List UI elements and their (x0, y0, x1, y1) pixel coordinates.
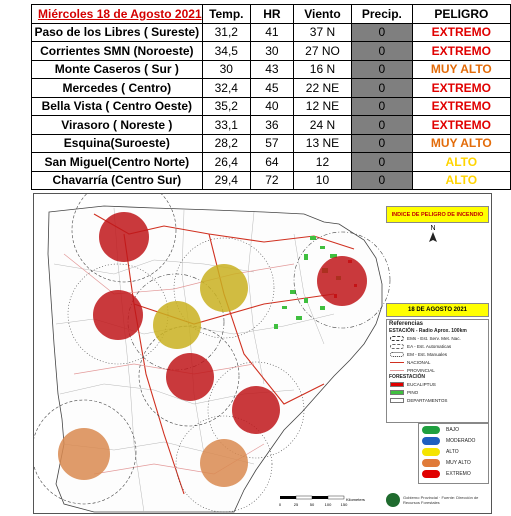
reference-label: NACIONAL (407, 359, 431, 365)
precip-cell: 0 (352, 116, 413, 135)
hr-cell: 57 (250, 134, 293, 153)
hr-header: HR (250, 5, 293, 24)
danger-legend-label: MODERADO (446, 437, 476, 444)
precip-cell: 0 (352, 42, 413, 61)
temp-cell: 32,4 (202, 79, 250, 98)
table-row (32, 171, 511, 190)
dashed-circle-icon (390, 336, 404, 341)
table-header-row (32, 5, 511, 24)
danger-cell: EXTREMO (412, 79, 510, 98)
hr-cell: 45 (250, 79, 293, 98)
table-row (32, 153, 511, 172)
credit-footer (386, 490, 490, 510)
station-cell: Monte Caseros ( Sur ) (32, 60, 203, 79)
pink-line-icon (390, 370, 404, 371)
wind-cell: 22 NE (293, 79, 351, 98)
station-cell: San Miguel(Centro Norte) (32, 153, 203, 172)
danger-cell: EXTREMO (412, 23, 510, 42)
precip-cell: 0 (352, 23, 413, 42)
precip-cell: 0 (352, 97, 413, 116)
forest-item (387, 388, 488, 396)
precip-cell: 0 (352, 60, 413, 79)
hr-cell: 30 (250, 42, 293, 61)
reference-item (387, 342, 488, 350)
reference-label: EMs - Est. Serv. Met. Nac. (407, 335, 461, 341)
hr-cell: 40 (250, 97, 293, 116)
table-row (32, 60, 511, 79)
danger-cell: MUY ALTO (412, 60, 510, 79)
danger-legend-item (419, 424, 488, 435)
forest-header: FORESTACIÓN (389, 374, 426, 380)
table-row (32, 116, 511, 135)
hr-cell: 36 (250, 116, 293, 135)
danger-legend-label: BAJO (446, 426, 460, 433)
table-row (32, 97, 511, 116)
forest-swatch-icon (390, 398, 404, 403)
danger-legend-label: MUY ALTO (446, 459, 471, 466)
forest-swatch-icon (390, 382, 404, 387)
red-line-icon (390, 362, 404, 363)
station-marker-monte-caseros (200, 439, 248, 487)
government-logo-icon (386, 493, 400, 507)
temp-cell: 31,2 (202, 23, 250, 42)
dashdot-circle-icon (390, 344, 404, 349)
wind-cell: 12 NE (293, 97, 351, 116)
danger-legend-item (419, 457, 488, 468)
svg-text:100: 100 (324, 502, 332, 507)
wind-cell: 10 (293, 171, 351, 190)
danger-legend-item (419, 446, 488, 457)
fire-danger-map (33, 193, 492, 514)
hr-cell: 43 (250, 60, 293, 79)
map-date-label: 18 DE AGOSTO 2021 (386, 303, 489, 317)
temp-cell: 35,2 (202, 97, 250, 116)
reference-item (387, 358, 488, 366)
reference-label: EM - Est. Manuales (407, 351, 448, 357)
forest-swatch-icon (390, 390, 404, 395)
reference-label: PROVINCIAL (407, 367, 435, 373)
scale-label: Kilometers (346, 497, 365, 502)
north-arrow-icon (429, 225, 437, 242)
station-cell: Paso de los Libres ( Sureste) (32, 23, 203, 42)
danger-cell: ALTO (412, 171, 510, 190)
station-cell: Virasoro ( Noreste ) (32, 116, 203, 135)
table-row (32, 79, 511, 98)
svg-text:N: N (430, 225, 436, 232)
danger-color-icon (422, 437, 440, 445)
station-marker-chavarria (153, 301, 201, 349)
station-header: ESTACIÓN - Radio Aprox. 100km (389, 328, 467, 334)
danger-cell: MUY ALTO (412, 134, 510, 153)
credit-text: Gobierno Provincial · Fuente: Dirección de Recursos Forestales (403, 495, 479, 505)
danger-legend-item (419, 435, 488, 446)
hr-cell: 41 (250, 23, 293, 42)
wind-cell: 12 (293, 153, 351, 172)
station-cell: Chavarría (Centro Sur) (32, 171, 203, 190)
danger-cell: ALTO (412, 153, 510, 172)
station-cell: Bella Vista ( Centro Oeste) (32, 97, 203, 116)
dotted-circle-icon (390, 352, 404, 357)
svg-text:150: 150 (340, 502, 348, 507)
danger-level-legend (418, 423, 489, 484)
forest-item (387, 396, 488, 404)
temp-header: Temp. (202, 5, 250, 24)
station-marker-bella-vista (93, 290, 143, 340)
danger-cell: EXTREMO (412, 42, 510, 61)
station-marker-san-miguel (200, 264, 248, 312)
wind-cell: 13 NE (293, 134, 351, 153)
danger-legend-item (419, 468, 488, 479)
danger-legend-label: ALTO (446, 448, 459, 455)
reference-item (387, 350, 488, 358)
wind-cell: 24 N (293, 116, 351, 135)
forest-label: PINO (407, 389, 419, 395)
danger-cell: EXTREMO (412, 116, 510, 135)
station-marker-mercedes (166, 353, 214, 401)
forest-label: EUCALIPTUS (407, 381, 436, 387)
forest-item (387, 380, 488, 388)
reference-label: EA - Est. Automaticas (407, 343, 452, 349)
precip-header: Precip. (352, 5, 413, 24)
reference-item (387, 366, 488, 374)
temp-cell: 33,1 (202, 116, 250, 135)
danger-color-icon (422, 448, 440, 456)
danger-color-icon (422, 470, 440, 478)
scale-bar (279, 496, 348, 507)
temp-cell: 30 (202, 60, 250, 79)
temp-cell: 29,4 (202, 171, 250, 190)
table-row (32, 23, 511, 42)
station-marker-corrientes-smn (99, 212, 149, 262)
precip-cell: 0 (352, 79, 413, 98)
hr-cell: 72 (250, 171, 293, 190)
station-cell: Corrientes SMN (Noroeste) (32, 42, 203, 61)
temp-cell: 26,4 (202, 153, 250, 172)
danger-cell: EXTREMO (412, 97, 510, 116)
temp-cell: 28,2 (202, 134, 250, 153)
station-cell: Esquina(Suroeste) (32, 134, 203, 153)
wind-header: Viento (293, 5, 351, 24)
svg-text:50: 50 (309, 502, 315, 507)
forest-label: DEPARTAMENTOS (407, 397, 448, 403)
map-title: INDICE DE PELIGRO DE INCENDIO (386, 206, 489, 223)
table-row (32, 42, 511, 61)
svg-text:25: 25 (293, 502, 299, 507)
precip-cell: 0 (352, 134, 413, 153)
danger-color-icon (422, 459, 440, 467)
station-marker-esquina (58, 428, 110, 480)
precip-cell: 0 (352, 153, 413, 172)
reference-item (387, 334, 488, 342)
station-marker-paso-de-los-libres (232, 386, 280, 434)
wind-cell: 16 N (293, 60, 351, 79)
references-legend (386, 319, 489, 423)
wind-cell: 37 N (293, 23, 351, 42)
references-title: Referencias (389, 321, 424, 327)
fire-danger-table (31, 4, 511, 190)
wind-cell: 27 NO (293, 42, 351, 61)
danger-header: PELIGRO (412, 5, 510, 24)
precip-cell: 0 (352, 171, 413, 190)
danger-color-icon (422, 426, 440, 434)
table-row (32, 134, 511, 153)
station-cell: Mercedes ( Centro) (32, 79, 203, 98)
danger-legend-label: EXTREMO (446, 470, 471, 477)
station-marker-virasoro (317, 256, 367, 306)
hr-cell: 64 (250, 153, 293, 172)
date-header: Miércoles 18 de Agosto 2021 (32, 5, 203, 24)
svg-text:0: 0 (278, 502, 282, 507)
temp-cell: 34,5 (202, 42, 250, 61)
